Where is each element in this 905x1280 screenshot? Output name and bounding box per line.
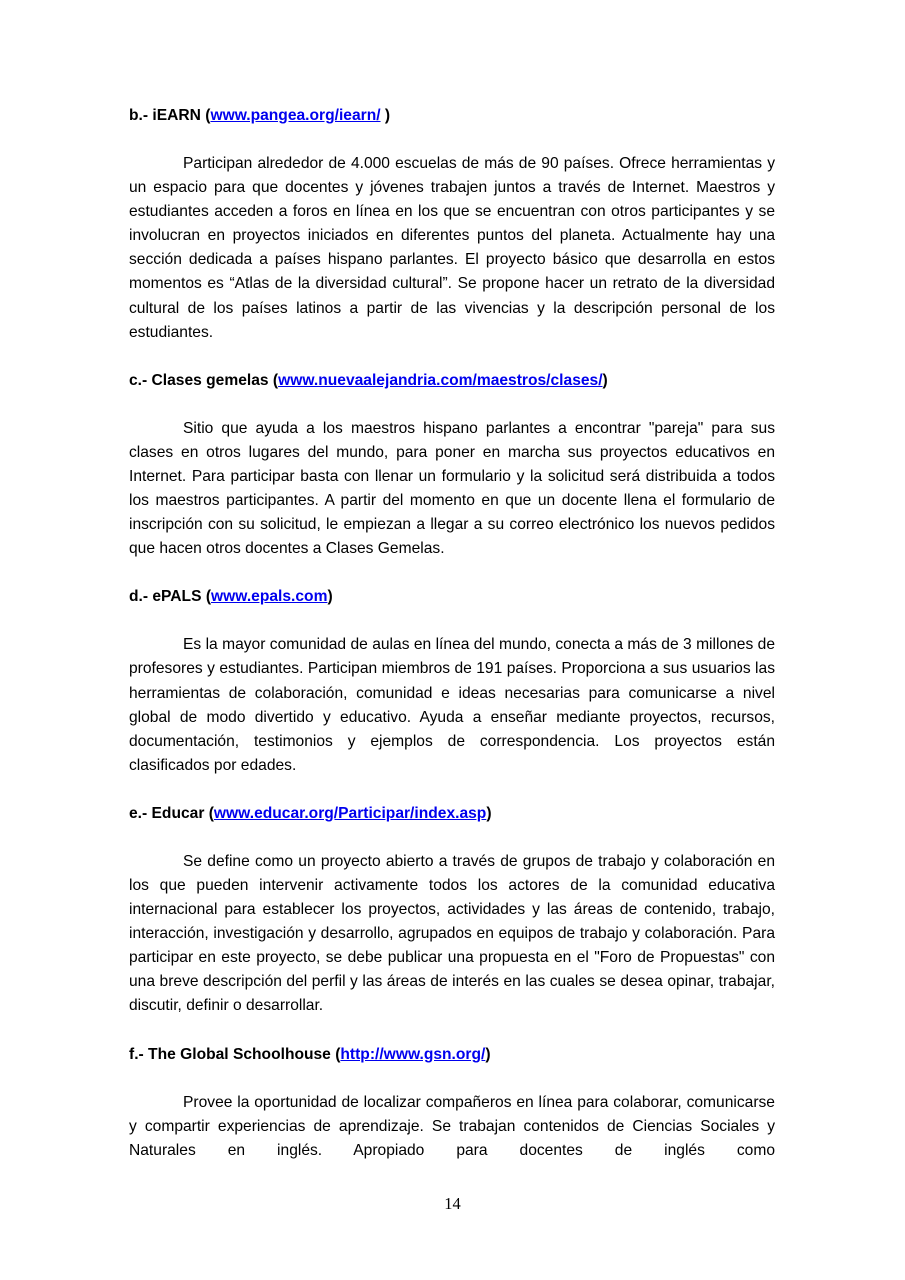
section-body-iearn: Participan alrededor de 4.000 escuelas de más de 90 países. Ofrece herramientas y un espacio para que docentes y jóvenes trabajen juntos a través de Internet. Maestros y estudiantes acceden a foros en línea en los que se encuentran con otros participantes y se involucran en proyectos iniciados en diferentes puntos del planeta. Actualmente hay una sección dedicada a países hispano parlantes. El proyecto básico que desarrolla en estos momentos es “Atlas de la diversidad cultural”. Se propone hacer un retrato de la diversidad cultural de los países latinos a partir de las vivencias y la descripción personal de los estudiantes. bbox=[129, 155, 775, 341]
section-body-epals: Es la mayor comunidad de aulas en línea del mundo, conecta a más de 3 millones de profesores y estudiantes. Participan miembros de 191 países. Proporciona a sus usuarios las herramientas de colaboración, comunidad e ideas necesarias para comunicarse a nivel global de modo divertido y educativo. Ayuda a enseñar mediante proyectos, recursos, documentación, testimonios y ejemplos de correspondencia. Los proyectos están clasificados por edades. bbox=[129, 636, 775, 774]
clases-gemelas-link[interactable]: www.nuevaalejandria.com/maestros/clases/ bbox=[278, 371, 603, 389]
section-body-clases-gemelas: Sitio que ayuda a los maestros hispano parlantes a encontrar "pareja" para sus clases en otros lugares del mundo, para poner en marcha sus proyectos educativos en Internet. Para participar basta con llenar un formulario y la solicitud será distribuida a todos los maestros participantes. A partir del momento en que un docente llena el formulario de inscripción con su solicitud, le empiezan a llegar a su correo electrónico los nuevos pedidos que hacen otros docentes a Clases Gemelas. bbox=[129, 419, 775, 558]
document-page bbox=[129, 104, 775, 1163]
section-heading-global-schoolhouse: f.- The Global Schoolhouse (http://www.gsn.org/) bbox=[129, 1045, 491, 1063]
section-heading-educar: e.- Educar (www.educar.org/Participar/index.asp) bbox=[129, 804, 492, 822]
section-body-global-schoolhouse: Provee la oportunidad de localizar compañeros en línea para colaborar, comunicarse y compartir experiencias de aprendizaje. Se trabajan contenidos de Ciencias Sociales y Naturales en inglés. Apropiado para docentes de inglés como bbox=[129, 1093, 775, 1159]
section-body-educar: Se define como un proyecto abierto a través de grupos de trabajo y colaboración en los que pueden intervenir activamente todos los actores de la comunidad educativa internacional para establecer los proyectos, actividades y las áreas de contenido, trabajo, interacción, investigación y desarrollo, agrupados en equipos de trabajo y colaboración. Para participar en este proyecto, se debe publicar una propuesta en el "Foro de Propuestas" con una breve descripción del perfil y las áreas de interés en las cuales se desea opinar, trabajar, discutir, definir o desarrollar. bbox=[129, 852, 775, 1015]
section-heading-epals: d.- ePALS (www.epals.com) bbox=[129, 588, 333, 606]
section-heading-clases-gemelas: c.- Clases gemelas (www.nuevaalejandria.com/maestros/clases/) bbox=[129, 371, 608, 389]
global-schoolhouse-link[interactable]: http://www.gsn.org/ bbox=[340, 1045, 486, 1063]
iearn-link[interactable]: www.pangea.org/iearn/ bbox=[210, 107, 381, 124]
educar-link[interactable]: www.educar.org/Participar/index.asp bbox=[213, 804, 487, 822]
epals-link[interactable]: www.epals.com bbox=[211, 588, 328, 606]
section-heading-iearn: b.- iEARN (www.pangea.org/iearn/ ) bbox=[129, 107, 391, 124]
page-number: 14 bbox=[444, 1194, 461, 1213]
